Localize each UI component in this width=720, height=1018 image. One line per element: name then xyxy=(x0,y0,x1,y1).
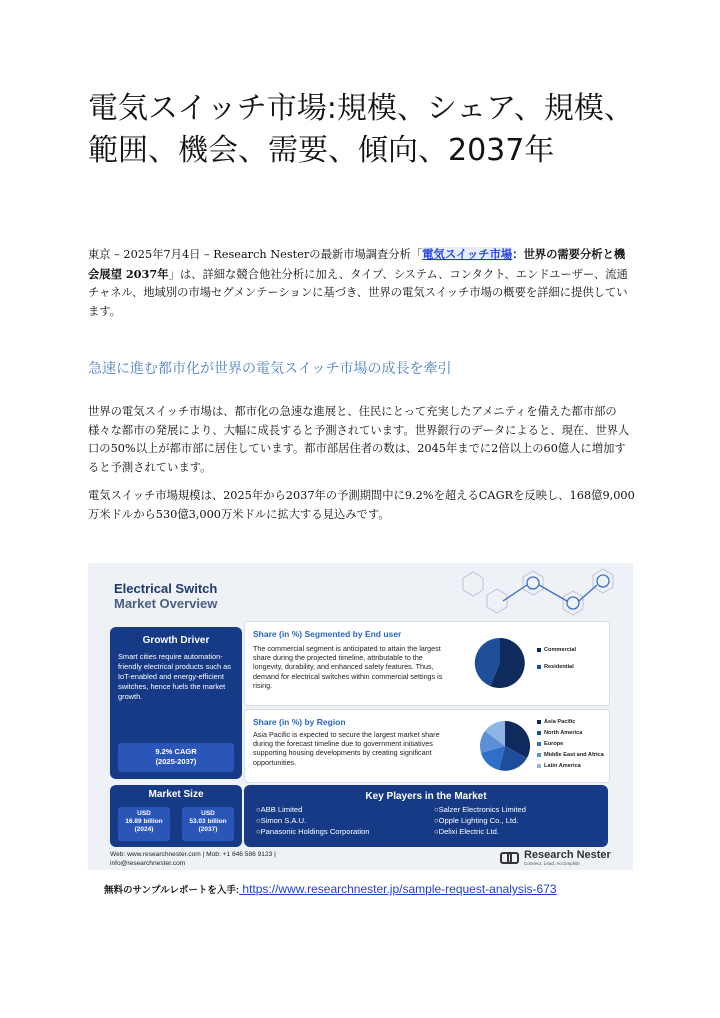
market-size-paragraph: 電気スイッチ市場規模は、2025年から2037年の予測期間中に9.2%を超えるCAGRを反映し、168億9,000万米ドルから530億3,000万米ドルに拡大する見込みです。 xyxy=(88,489,635,521)
market-size-2037 xyxy=(182,807,234,841)
legend-label: North America xyxy=(544,729,583,736)
legend-item-commercial xyxy=(537,644,576,655)
legend-swatch xyxy=(537,742,541,746)
region-legend xyxy=(537,716,604,771)
size-2037-value: 53.03 billion xyxy=(189,818,227,825)
legend-item-residential xyxy=(537,661,576,672)
infographic-title-line1: Electrical Switch xyxy=(114,581,218,596)
end-user-pie-chart xyxy=(473,636,527,690)
page-title: 電気スイッチ市場:規模、シェア、規模、範囲、機会、需要、傾向、2037年 xyxy=(88,91,634,168)
logo-tagline: Connect. Lead. Accomplish xyxy=(524,861,580,866)
key-player: ○ABB Limited xyxy=(256,805,303,814)
logo-mark-icon xyxy=(500,850,520,866)
region-pie-chart xyxy=(479,720,531,772)
logo-name: Research Nester xyxy=(524,849,611,861)
end-user-text: The commercial segment is anticipated to attain the largest share during the projected timeline, attributable to the longevity, durability, and enhanced safety features. Thus, demand for electrical switches within commercial settings is rising. xyxy=(253,644,443,690)
research-nester-logo xyxy=(500,849,610,867)
legend-label: Residential xyxy=(544,663,574,670)
key-players-title: Key Players in the Market xyxy=(365,791,487,802)
legend-item-north-america xyxy=(537,727,604,738)
growth-driver-text: Smart cities require automation-friendly electrical products such as IoT-enabled and energy-efficient switches, hence fuels the market growth. xyxy=(118,652,231,701)
legend-item-latin-america xyxy=(537,760,604,771)
size-2024-year: (2024) xyxy=(134,826,154,833)
sample-report-label: 無料のサンプルレポートを入手: xyxy=(104,885,240,896)
legend-swatch xyxy=(537,720,541,724)
intro-paragraph xyxy=(88,245,636,321)
legend-item-asia-pacific xyxy=(537,716,604,727)
market-link[interactable]: 電気スイッチ市場 xyxy=(422,247,513,261)
market-overview-infographic xyxy=(88,563,633,870)
key-players-column-2 xyxy=(434,804,526,837)
legend-swatch xyxy=(537,648,541,652)
legend-swatch xyxy=(537,731,541,735)
key-players-column-1 xyxy=(256,804,370,837)
legend-item-mea xyxy=(537,749,604,760)
end-user-legend xyxy=(537,644,576,672)
region-card xyxy=(244,709,610,783)
legend-swatch xyxy=(537,764,541,768)
key-player: ○Delixi Electric Ltd. xyxy=(434,827,499,836)
cagr-period: (2025-2037) xyxy=(155,757,197,766)
legend-label: Asia Pacific xyxy=(544,718,576,725)
legend-swatch xyxy=(537,665,541,669)
cagr-value: 9.2% CAGR xyxy=(155,747,197,756)
urbanization-paragraph: 世界の電気スイッチ市場は、都市化の急速な進展と、住民にとって充実したアメニティを備えた都市部の様々な都市の発展により、大幅に成長すると予測されています。世界銀行のデータによると、現在、世界人口の50%以上が都市部に居住しています。都市部居住者の数は、2045年までに2倍以上の60億人に増加すると予測されています。 xyxy=(88,405,630,474)
footer-email: info@researchnester.com xyxy=(110,859,186,867)
legend-label: Middle East and Africa xyxy=(544,751,604,758)
key-player: ○Salzer Electronics Limited xyxy=(434,805,526,814)
footer-contact: Web: www.researchnester.com | Mob: +1 646 586 9123 | xyxy=(110,851,276,858)
key-player: ○Opple Lighting Co., Ltd. xyxy=(434,816,519,825)
key-player: ○Panasonic Holdings Corporation xyxy=(256,827,370,836)
legend-label: Commercial xyxy=(544,646,577,653)
infographic-footer xyxy=(110,851,276,868)
sample-report-link[interactable]: https://www.researchnester.jp/sample-request-analysis-673 xyxy=(239,882,557,896)
cagr-badge xyxy=(118,743,234,772)
region-title: Share (in %) by Region xyxy=(253,717,346,727)
intro-post: 」は、詳細な競合他社分析に加え、タイプ、システム、コンタクト、エンドユーザー、流通チャネル、地域別の市場セグメンテーションに基づき、世界の電気スイッチ市場の概要を詳細に提供しています。 xyxy=(88,267,628,318)
market-size-panel xyxy=(110,785,242,847)
size-2037-year: (2037) xyxy=(198,826,218,833)
key-player: ○Simon S.A.U. xyxy=(256,816,307,825)
growth-driver-panel xyxy=(110,627,242,779)
section-heading: 急速に進む都市化が世界の電気スイッチ市場の成長を牽引 xyxy=(88,361,452,377)
intro-pre: 東京 – 2025年7月4日 – Research Nesterの最新市場調査分析「 xyxy=(88,248,423,261)
market-size-2024 xyxy=(118,807,170,841)
size-2024-label: USD xyxy=(137,810,151,817)
key-players-panel xyxy=(244,785,608,847)
infographic-title xyxy=(114,581,217,611)
end-user-title: Share (in %) Segmented by End user xyxy=(253,629,402,639)
region-text: Asia Pacific is expected to secure the largest market share during the forecast timeline due to government initiatives supporting housing developments by creating significant opportunities. xyxy=(253,730,440,767)
intro-bold: ：世界の需要分析と機会展望 2037年 xyxy=(88,247,626,281)
decorative-hexagons-icon xyxy=(443,563,633,618)
size-2024-value: 16.89 billion xyxy=(125,818,163,825)
legend-label: Europe xyxy=(544,740,564,747)
legend-swatch xyxy=(537,753,541,757)
end-user-card xyxy=(244,621,610,706)
size-2037-label: USD xyxy=(201,810,215,817)
legend-label: Latin America xyxy=(544,762,581,769)
growth-driver-title: Growth Driver xyxy=(142,635,210,646)
sample-report-line xyxy=(104,882,557,896)
legend-item-europe xyxy=(537,738,604,749)
infographic-title-line2: Market Overview xyxy=(114,596,218,611)
market-size-title: Market Size xyxy=(148,789,204,800)
